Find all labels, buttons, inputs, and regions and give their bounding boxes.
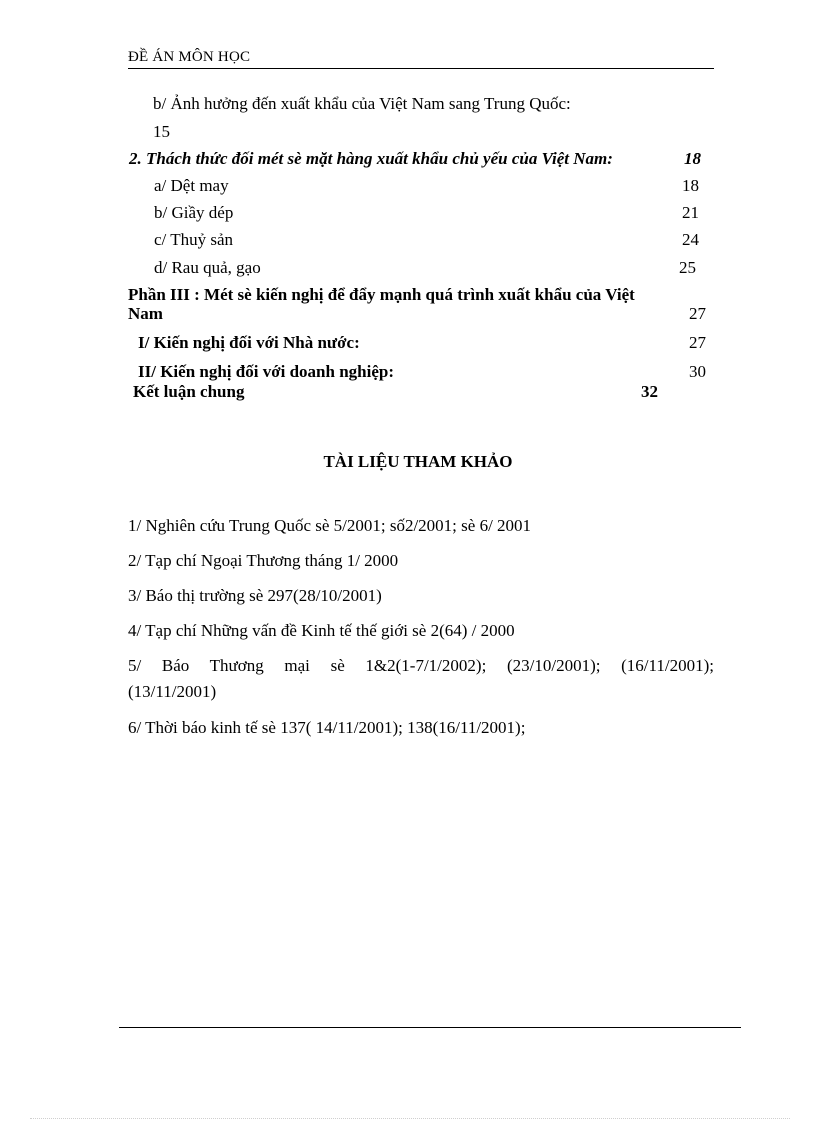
toc-rec-1-text: I/ Kiến nghị đối với Nhà nước: — [138, 333, 360, 352]
footer-rule — [119, 1027, 741, 1028]
toc-item-b-text: b/ Ảnh hưởng đến xuất khẩu của Việt Nam sang Trung Quốc: — [153, 94, 571, 113]
toc-rec-2-page: 30 — [689, 362, 706, 381]
toc-item-b2-page: 21 — [682, 203, 699, 222]
toc-rec-1-page: 27 — [689, 333, 706, 352]
toc-conclusion-text: Kết luận chung — [133, 382, 245, 401]
reference-item-3: 3/ Báo thị trường sè 297(28/10/2001) — [128, 586, 382, 605]
toc-part-3-line-2: Nam — [128, 304, 163, 323]
toc-item-d-text: d/ Rau quả, gạo — [154, 258, 261, 277]
toc-conclusion-page: 32 — [641, 382, 658, 401]
header-rule — [128, 68, 714, 69]
reference-item-5: 5/ Báo Thương mại sè 1&2(1-7/1/2002); (23/10/2001); (16/11/2001); — [128, 656, 714, 675]
toc-item-b-page: 15 — [153, 122, 170, 141]
toc-part-3-line-1: Phần III : Mét sè kiến nghị để đẩy mạnh quá trình xuất khẩu của Việt — [128, 285, 635, 304]
toc-item-a-text: a/ Dệt may — [154, 176, 229, 195]
page-bottom-border — [30, 1118, 790, 1119]
references-title: TÀI LIỆU THAM KHẢO — [323, 452, 513, 471]
toc-item-b2-text: b/ Giầy dép — [154, 203, 234, 222]
toc-section-2-text: 2. Thách thức đối mét sè mặt hàng xuất khẩu chủ yếu của Việt Nam: — [129, 149, 613, 168]
toc-item-d-page: 25 — [679, 258, 696, 277]
page-header-title: ĐỀ ÁN MÔN HỌC — [128, 49, 251, 65]
reference-item-4: 4/ Tạp chí Những vấn đề Kinh tế thế giới sè 2(64) / 2000 — [128, 621, 515, 640]
toc-part-3-page: 27 — [689, 304, 706, 323]
reference-item-5-continued: (13/11/2001) — [128, 682, 217, 701]
toc-section-2-page: 18 — [684, 149, 701, 168]
reference-item-2: 2/ Tạp chí Ngoại Thương tháng 1/ 2000 — [128, 551, 399, 570]
reference-item-6: 6/ Thời báo kinh tế sè 137( 14/11/2001); 138(16/11/2001); — [128, 718, 526, 737]
reference-item-1: 1/ Nghiên cứu Trung Quốc sè 5/2001; số2/2001; sè 6/ 2001 — [128, 516, 532, 535]
toc-rec-2-text: II/ Kiến nghị đối với doanh nghiệp: — [138, 362, 395, 381]
toc-item-a-page: 18 — [682, 176, 699, 195]
toc-item-c-text: c/ Thuỷ sản — [154, 230, 234, 249]
toc-item-c-page: 24 — [682, 230, 699, 249]
